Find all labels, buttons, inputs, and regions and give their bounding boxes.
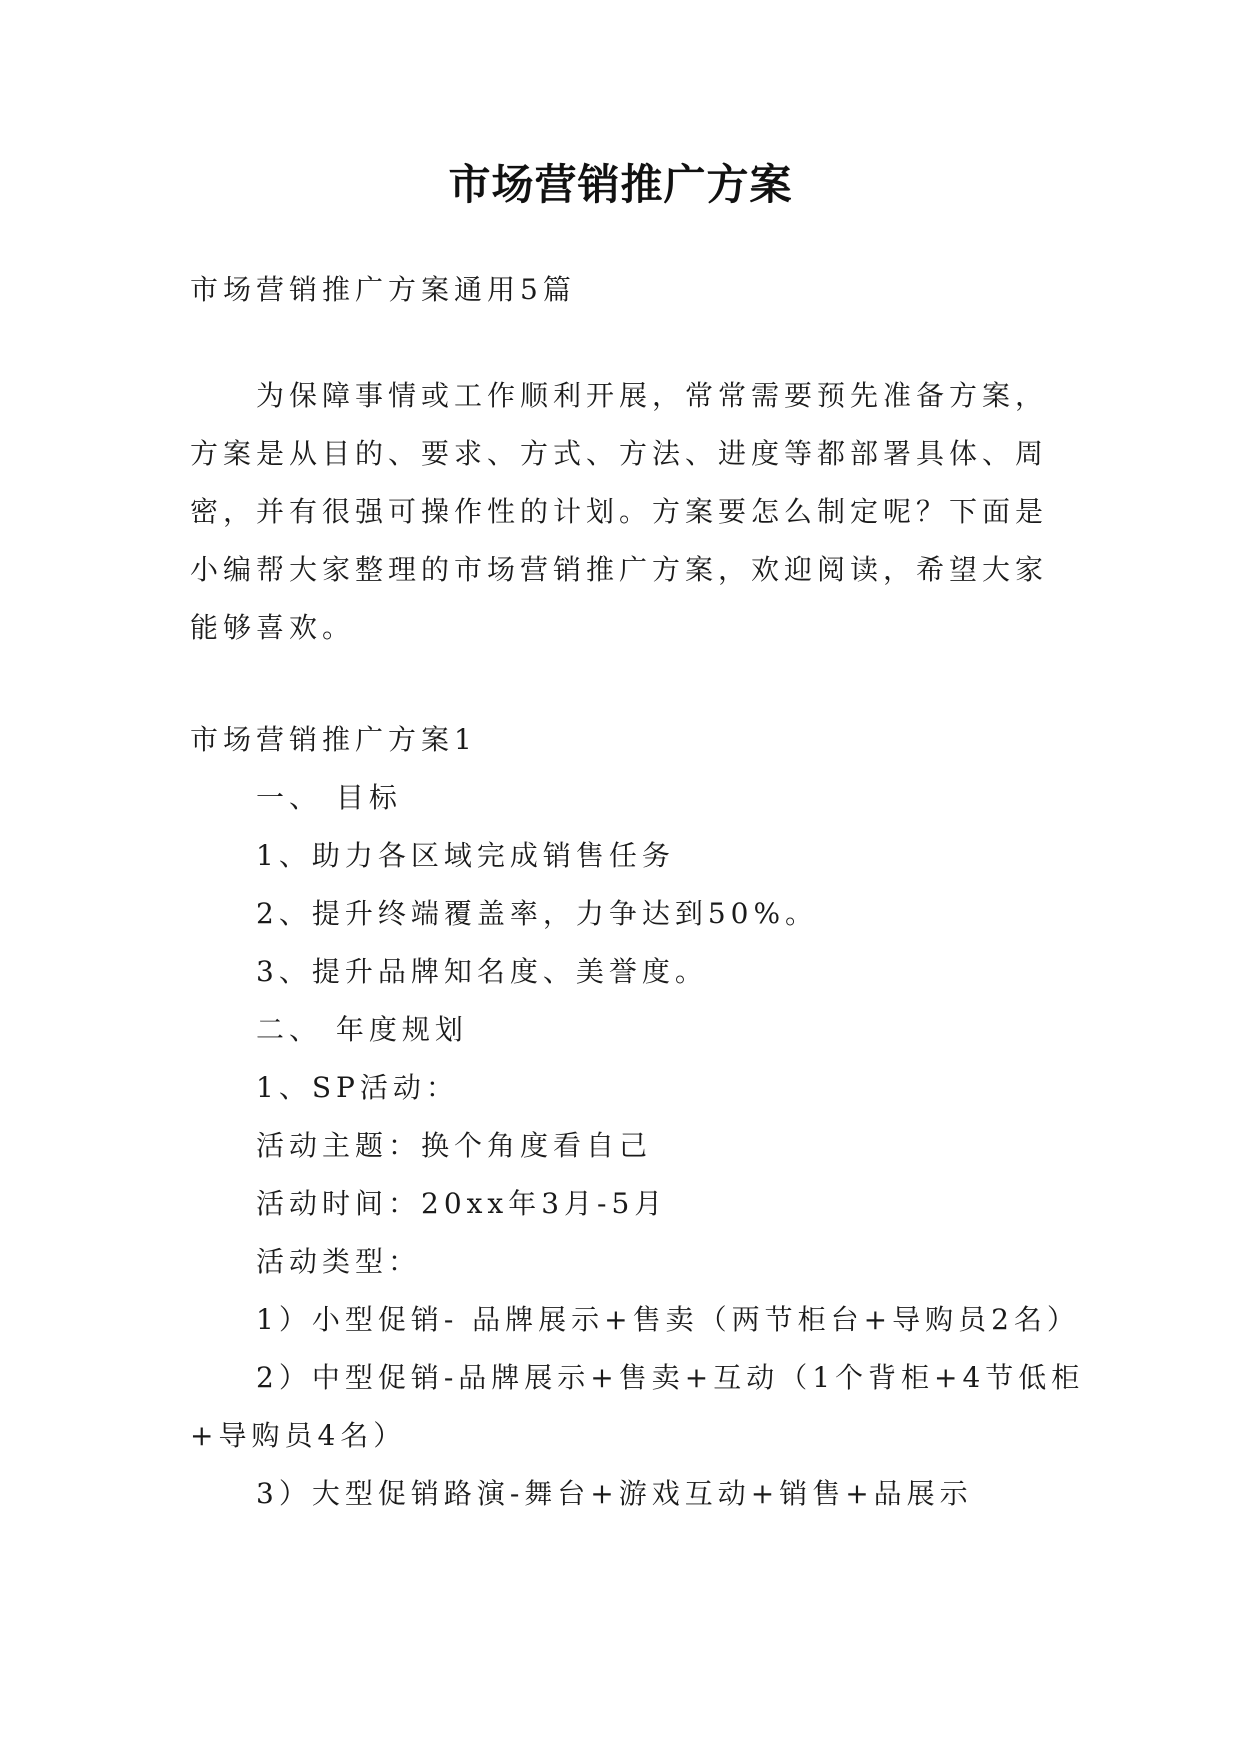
activity-theme: 活动主题：换个角度看自己 xyxy=(256,1129,653,1162)
goal-item-2: 2、提升终端覆盖率，力争达到50%。 xyxy=(256,897,819,930)
type-item-2-continued: +导购员4名） xyxy=(190,1419,407,1452)
intro-line-3: 密，并有很强可操作性的计划。方案要怎么制定呢？下面是 xyxy=(190,495,1049,528)
sp-heading: 1、SP活动： xyxy=(256,1071,459,1104)
type-item-2: 2）中型促销-品牌展示+售卖+互动（1个背柜+4节低柜 xyxy=(256,1361,1085,1394)
intro-line-4: 小编帮大家整理的市场营销推广方案，欢迎阅读，希望大家 xyxy=(190,553,1049,586)
plan-heading: 二、 年度规划 xyxy=(256,1013,468,1046)
type-item-3: 3）大型促销路演-舞台+游戏互动+销售+品展示 xyxy=(256,1477,973,1510)
document-subtitle: 市场营销推广方案通用5篇 xyxy=(190,273,576,306)
document-title: 市场营销推广方案 xyxy=(448,160,793,209)
goal-item-1: 1、助力各区域完成销售任务 xyxy=(256,839,675,872)
type-item-1: 1）小型促销- 品牌展示+售卖（两节柜台+导购员2名） xyxy=(256,1303,1080,1336)
section-heading: 市场营销推广方案1 xyxy=(190,723,477,756)
goal-heading: 一、 目标 xyxy=(256,781,402,814)
intro-line-5: 能够喜欢。 xyxy=(190,611,356,644)
activity-type: 活动类型： xyxy=(256,1245,422,1278)
activity-time: 活动时间：20xx年3月-5月 xyxy=(256,1187,668,1220)
goal-item-3: 3、提升品牌知名度、美誉度。 xyxy=(256,955,708,988)
intro-line-2: 方案是从目的、要求、方式、方法、进度等都部署具体、周 xyxy=(190,437,1049,470)
intro-line-1: 为保障事情或工作顺利开展，常常需要预先准备方案， xyxy=(256,379,1049,412)
